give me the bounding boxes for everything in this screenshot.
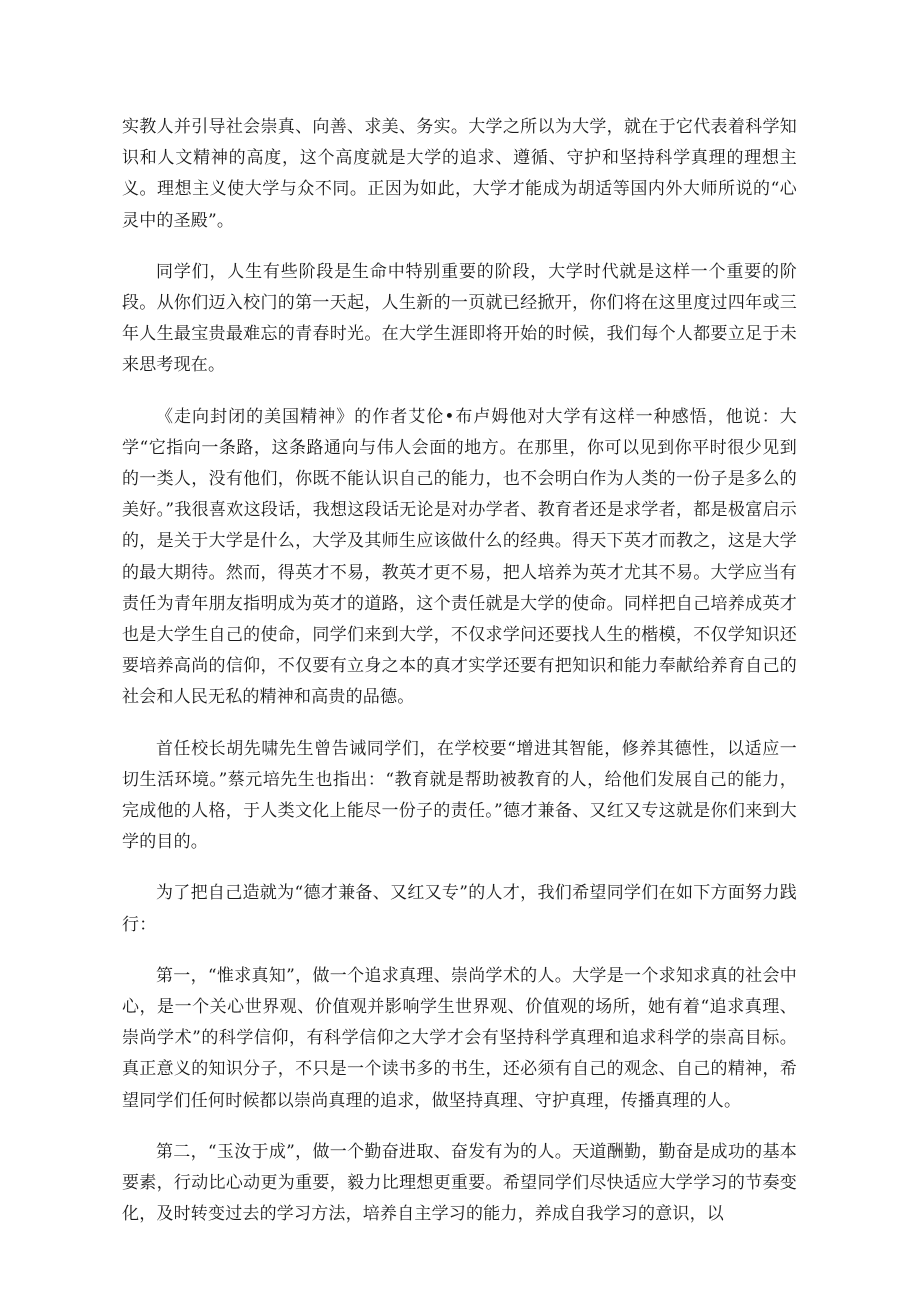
paragraph-6: 第一，“惟求真知”，做一个追求真理、崇尚学术的人。大学是一个求知求真的社会中心，是一个关心世界观、价值观并影响学生世界观、价值观的场所，她有着“追求真理、崇尚学术”的科学信仰，有科学信仰之大学才会有坚持科学真理和追求科学的崇高目标。真正意义的知识分子，不只是一个读书多的书生，还必须有自己的观念、自己的精神，希望同学们任何时候都以崇尚真理的追求，做坚持真理、守护真理，传播真理的人。 <box>122 965 797 1111</box>
paragraph-3: 《走向封闭的美国精神》的作者艾伦•布卢姆他对大学有这样一种感悟，他说：大学“它指向一条路，这条路通向与伟人会面的地方。在那里，你可以见到你平时很少见到的一类人，没有他们，你既不能认识自己的能力，也不会明白作为人类的一份子是多么的美好。”我很喜欢这段话，我想这段话无论是对办学者、教育者还是求学者，都是极富启示的，是关于大学是什么，大学及其师生应该做什么的经典。得天下英才而教之，这是大学的最大期待。然而，得英才不易，教英才更不易，把人培养为英才尤其不易。大学应当有责任为青年朋友指明成为英才的道路，这个责任就是大学的使命。同样把自己培养成英才也是大学生自己的使命，同学们来到大学，不仅求学问还要找人生的楷模，不仅学知识还要培养高尚的信仰，不仅要有立身之本的真才实学还要有把知识和能力奉献给养育自己的社会和人民无私的精神和高贵的品德。 <box>122 406 797 708</box>
paragraph-7: 第二，“玉汝于成”，做一个勤奋进取、奋发有为的人。天道酬勤，勤奋是成功的基本要素，行动比心动更为重要，毅力比理想更重要。希望同学们尽快适应大学学习的节奏变化，及时转变过去的学习方法，培养自主学习的能力，养成自我学习的意识，以 <box>122 1141 797 1225</box>
paragraph-4: 首任校长胡先啸先生曾告诫同学们，在学校要“增进其智能，修养其德性，以适应一切生活环境。”蔡元培先生也指出：“教育就是帮助被教育的人，给他们发展自己的能力，完成他的人格，于人类文化上能尽一份子的责任。”德才兼备、又红又专这就是你们来到大学的目的。 <box>122 738 797 853</box>
paragraph-1: 实教人并引导社会崇真、向善、求美、务实。大学之所以为大学，就在于它代表着科学知识和人文精神的高度，这个高度就是大学的追求、遵循、守护和坚持科学真理的理想主义。理想主义使大学与众不同。正因为如此，大学才能成为胡适等国内外大师所说的“心灵中的圣殿”。 <box>122 117 797 231</box>
document-body <box>122 112 797 1251</box>
paragraph-5: 为了把自己造就为“德才兼备、又红又专”的人才，我们希望同学们在如下方面努力践行： <box>122 883 797 935</box>
paragraph-2: 同学们，人生有些阶段是生命中特别重要的阶段，大学时代就是这样一个重要的阶段。从你们迈入校门的第一天起，人生新的一页就已经掀开，你们将在这里度过四年或三年人生最宝贵最难忘的青春时光。在大学生涯即将开始的时候，我们每个人都要立足于未来思考现在。 <box>122 261 797 376</box>
